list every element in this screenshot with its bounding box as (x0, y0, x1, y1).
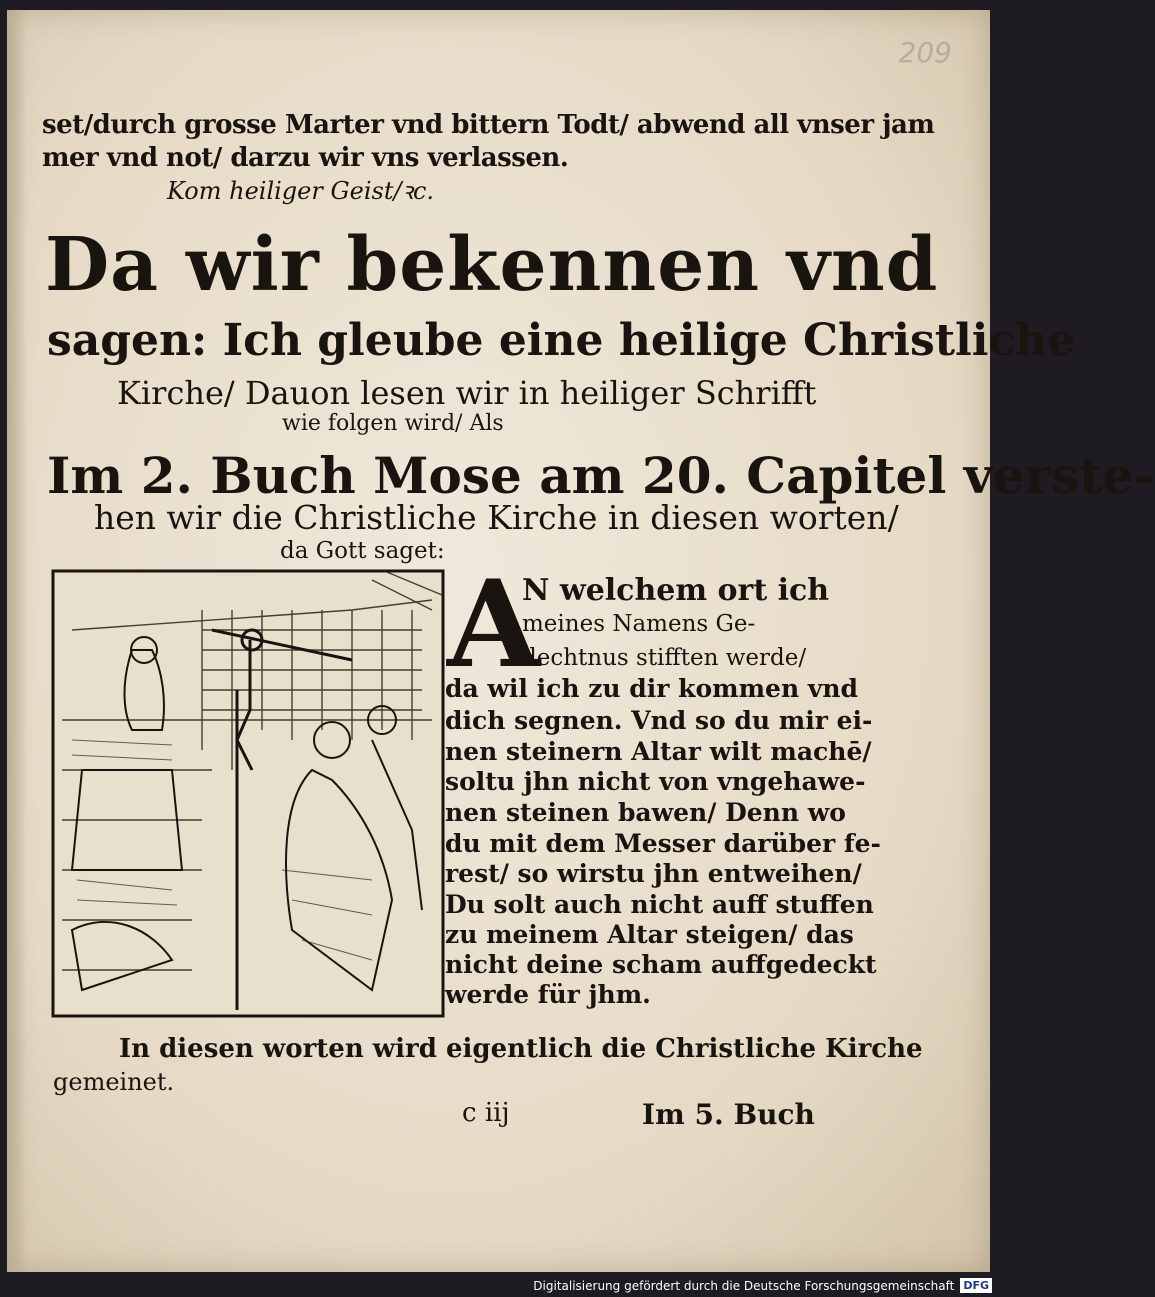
body-line-10: rest/ so wirstu jhn entweihen/ (445, 859, 862, 888)
dfg-logo: DFG (960, 1278, 992, 1293)
woodcut-illustration (52, 570, 444, 1017)
folio-pencil-number: 209 (898, 36, 952, 69)
body-line-12: zu meinem Altar steigen/ das (445, 920, 854, 949)
heading-line-4: wie folgen wird/ Als (282, 411, 504, 436)
body-line-4: da wil ich zu dir kommen vnd (445, 674, 859, 703)
heading-line-6: hen wir die Christliche Kirche in diesen worten/ (94, 498, 899, 537)
body-line-11: Du solt auch nicht auff stuffen (445, 890, 874, 919)
body-line-2: meines Namens Ge- (522, 611, 756, 637)
drop-cap-initial: A (447, 554, 541, 695)
heading-line-5: Im 2. Buch Mose am 20. Capitel verste- (47, 446, 1155, 505)
closing-line-2: gemeinet. (53, 1068, 175, 1096)
heading-line-7: da Gott saget: (280, 538, 445, 564)
body-line-8: nen steinen bawen/ Denn wo (445, 798, 846, 827)
carry-over-line-1: set/durch grosse Marter vnd bittern Todt/ abwend all vnser jam (42, 110, 935, 140)
signature-mark: c iij (462, 1098, 510, 1128)
body-line-3: dechtnus stifften werde/ (522, 645, 807, 671)
page-spine-shadow (7, 10, 27, 1272)
heading-line-2: sagen: Ich gleube eine heilige Christliche (47, 315, 1076, 366)
heading-line-3: Kirche/ Dauon lesen wir in heiliger Schrifft (117, 374, 817, 412)
body-line-1: N welchem ort ich (522, 573, 830, 608)
body-line-14: werde für jhm. (445, 980, 651, 1009)
carry-over-line-2: mer vnd not/ darzu wir vns verlassen. (42, 143, 569, 173)
body-line-9: du mit dem Messer darüber fe- (445, 829, 881, 858)
body-line-6: nen steinern Altar wilt machē/ (445, 737, 872, 766)
heading-line-1: Da wir bekennen vnd (45, 222, 939, 308)
digitization-credit (533, 1278, 992, 1293)
closing-line-1: In diesen worten wird eigentlich die Christliche Kirche (119, 1034, 923, 1064)
catchword: Im 5. Buch (642, 1098, 815, 1131)
body-line-7: soltu jhn nicht von vngehawe- (445, 767, 866, 796)
credit-text: Digitalisierung gefördert durch die Deutsche Forschungsgemeinschaft (533, 1278, 955, 1293)
carry-over-line-3: Kom heiliger Geist/ꝛc. (167, 177, 435, 205)
body-line-13: nicht deine scham auffgedeckt (445, 950, 877, 979)
body-line-5: dich segnen. Vnd so du mir ei- (445, 706, 873, 735)
book-page (7, 10, 1155, 1272)
